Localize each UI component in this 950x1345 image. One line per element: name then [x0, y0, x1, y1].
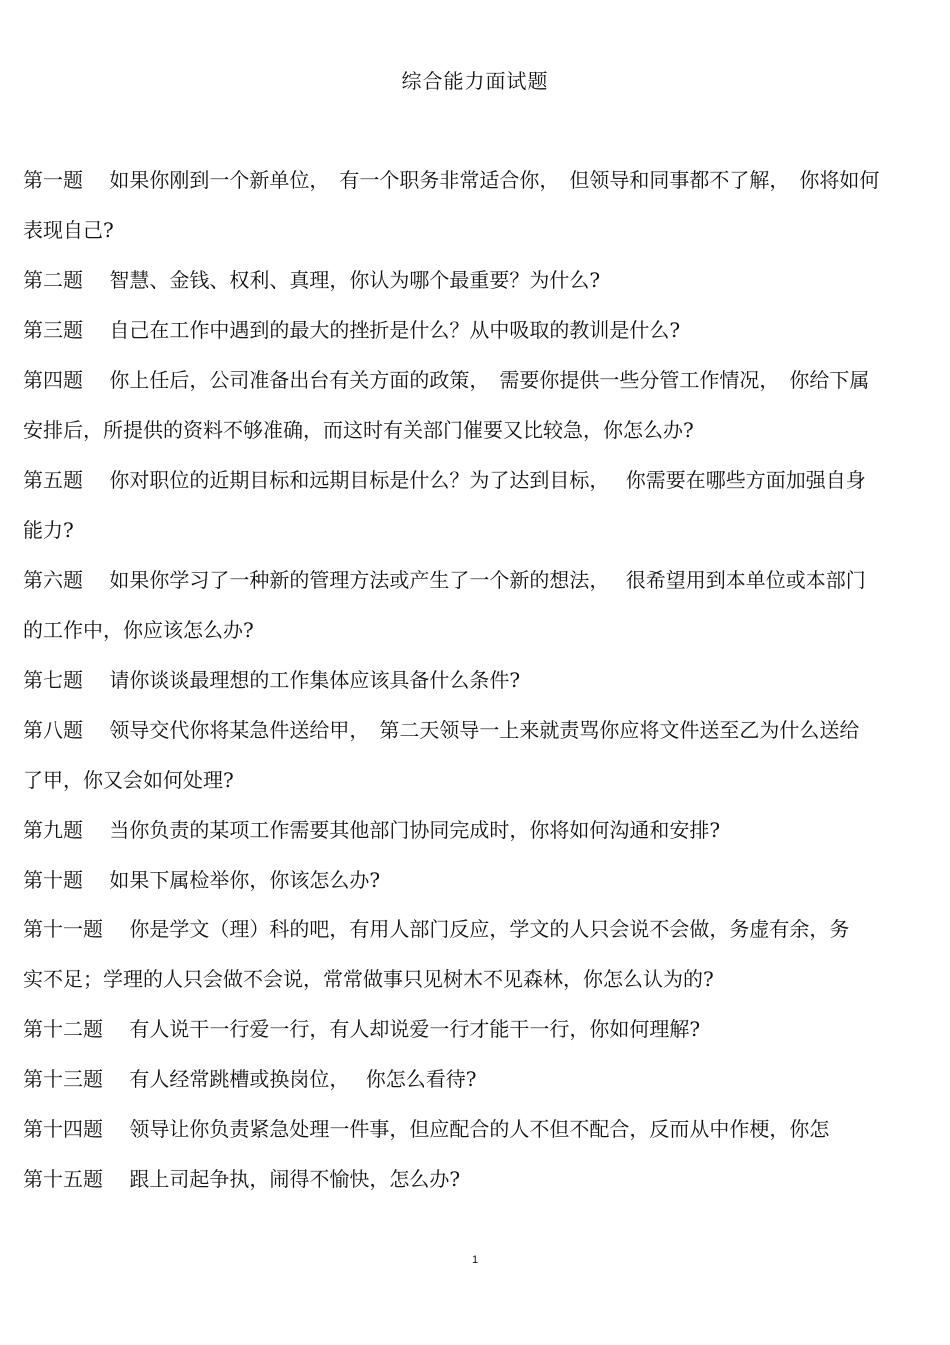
question-line: 第一题 如果你刚到一个新单位， 有一个职务非常适合你， 但领导和同事都不了解， 你将如何 [23, 168, 880, 192]
question-line: 第七题 请你谈谈最理想的工作集体应该具备什么条件? [23, 668, 521, 692]
document-title: 综合能力面试题 [401, 69, 549, 93]
question-line: 第十一题 你是学文（理）科的吧，有用人部门反应，学文的人只会说不会做，务虚有余，务 [23, 917, 850, 941]
question-line: 第十四题 领导让你负责紧急处理一件事，但应配合的人不但不配合，反而从中作梗，你怎 [23, 1117, 830, 1141]
question-line: 第三题 自己在工作中遇到的最大的挫折是什么？从中吸取的教训是什么? [23, 318, 681, 342]
page-number: 1 [471, 1254, 479, 1266]
question-line: 实不足；学理的人只会做不会说，常常做事只见树木不见森林，你怎么认为的? [23, 967, 714, 991]
question-line: 第九题 当你负责的某项工作需要其他部门协同完成时，你将如何沟通和安排? [23, 818, 721, 842]
question-line: 第五题 你对职位的近期目标和远期目标是什么？为了达到目标， 你需要在哪些方面加强自身 [23, 468, 866, 492]
question-line: 能力? [23, 518, 74, 542]
question-line: 第十五题 跟上司起争执，闹得不愉快，怎么办? [23, 1167, 461, 1191]
question-line: 了甲，你又会如何处理? [23, 768, 234, 792]
question-line: 第十题 如果下属检举你，你该怎么办? [23, 868, 381, 892]
question-line: 第六题 如果你学习了一种新的管理方法或产生了一个新的想法， 很希望用到本单位或本部门 [23, 568, 866, 592]
question-line: 第四题 你上任后，公司准备出台有关方面的政策， 需要你提供一些分管工作情况， 你给下属 [23, 368, 870, 392]
question-line: 第二题 智慧、金钱、权利、真理，你认为哪个最重要？为什么? [23, 268, 601, 292]
question-line: 第十二题 有人说干一行爱一行，有人却说爱一行才能干一行，你如何理解? [23, 1017, 701, 1041]
question-line: 第十三题 有人经常跳槽或换岗位， 你怎么看待? [23, 1067, 477, 1091]
question-line: 第八题 领导交代你将某急件送给甲， 第二天领导一上来就责骂你应将文件送至乙为什么送给 [23, 718, 860, 742]
question-line: 安排后，所提供的资料不够准确，而这时有关部门催要又比较急，你怎么办? [23, 418, 694, 442]
question-line: 表现自己? [23, 218, 114, 242]
question-line: 的工作中，你应该怎么办? [23, 618, 254, 642]
